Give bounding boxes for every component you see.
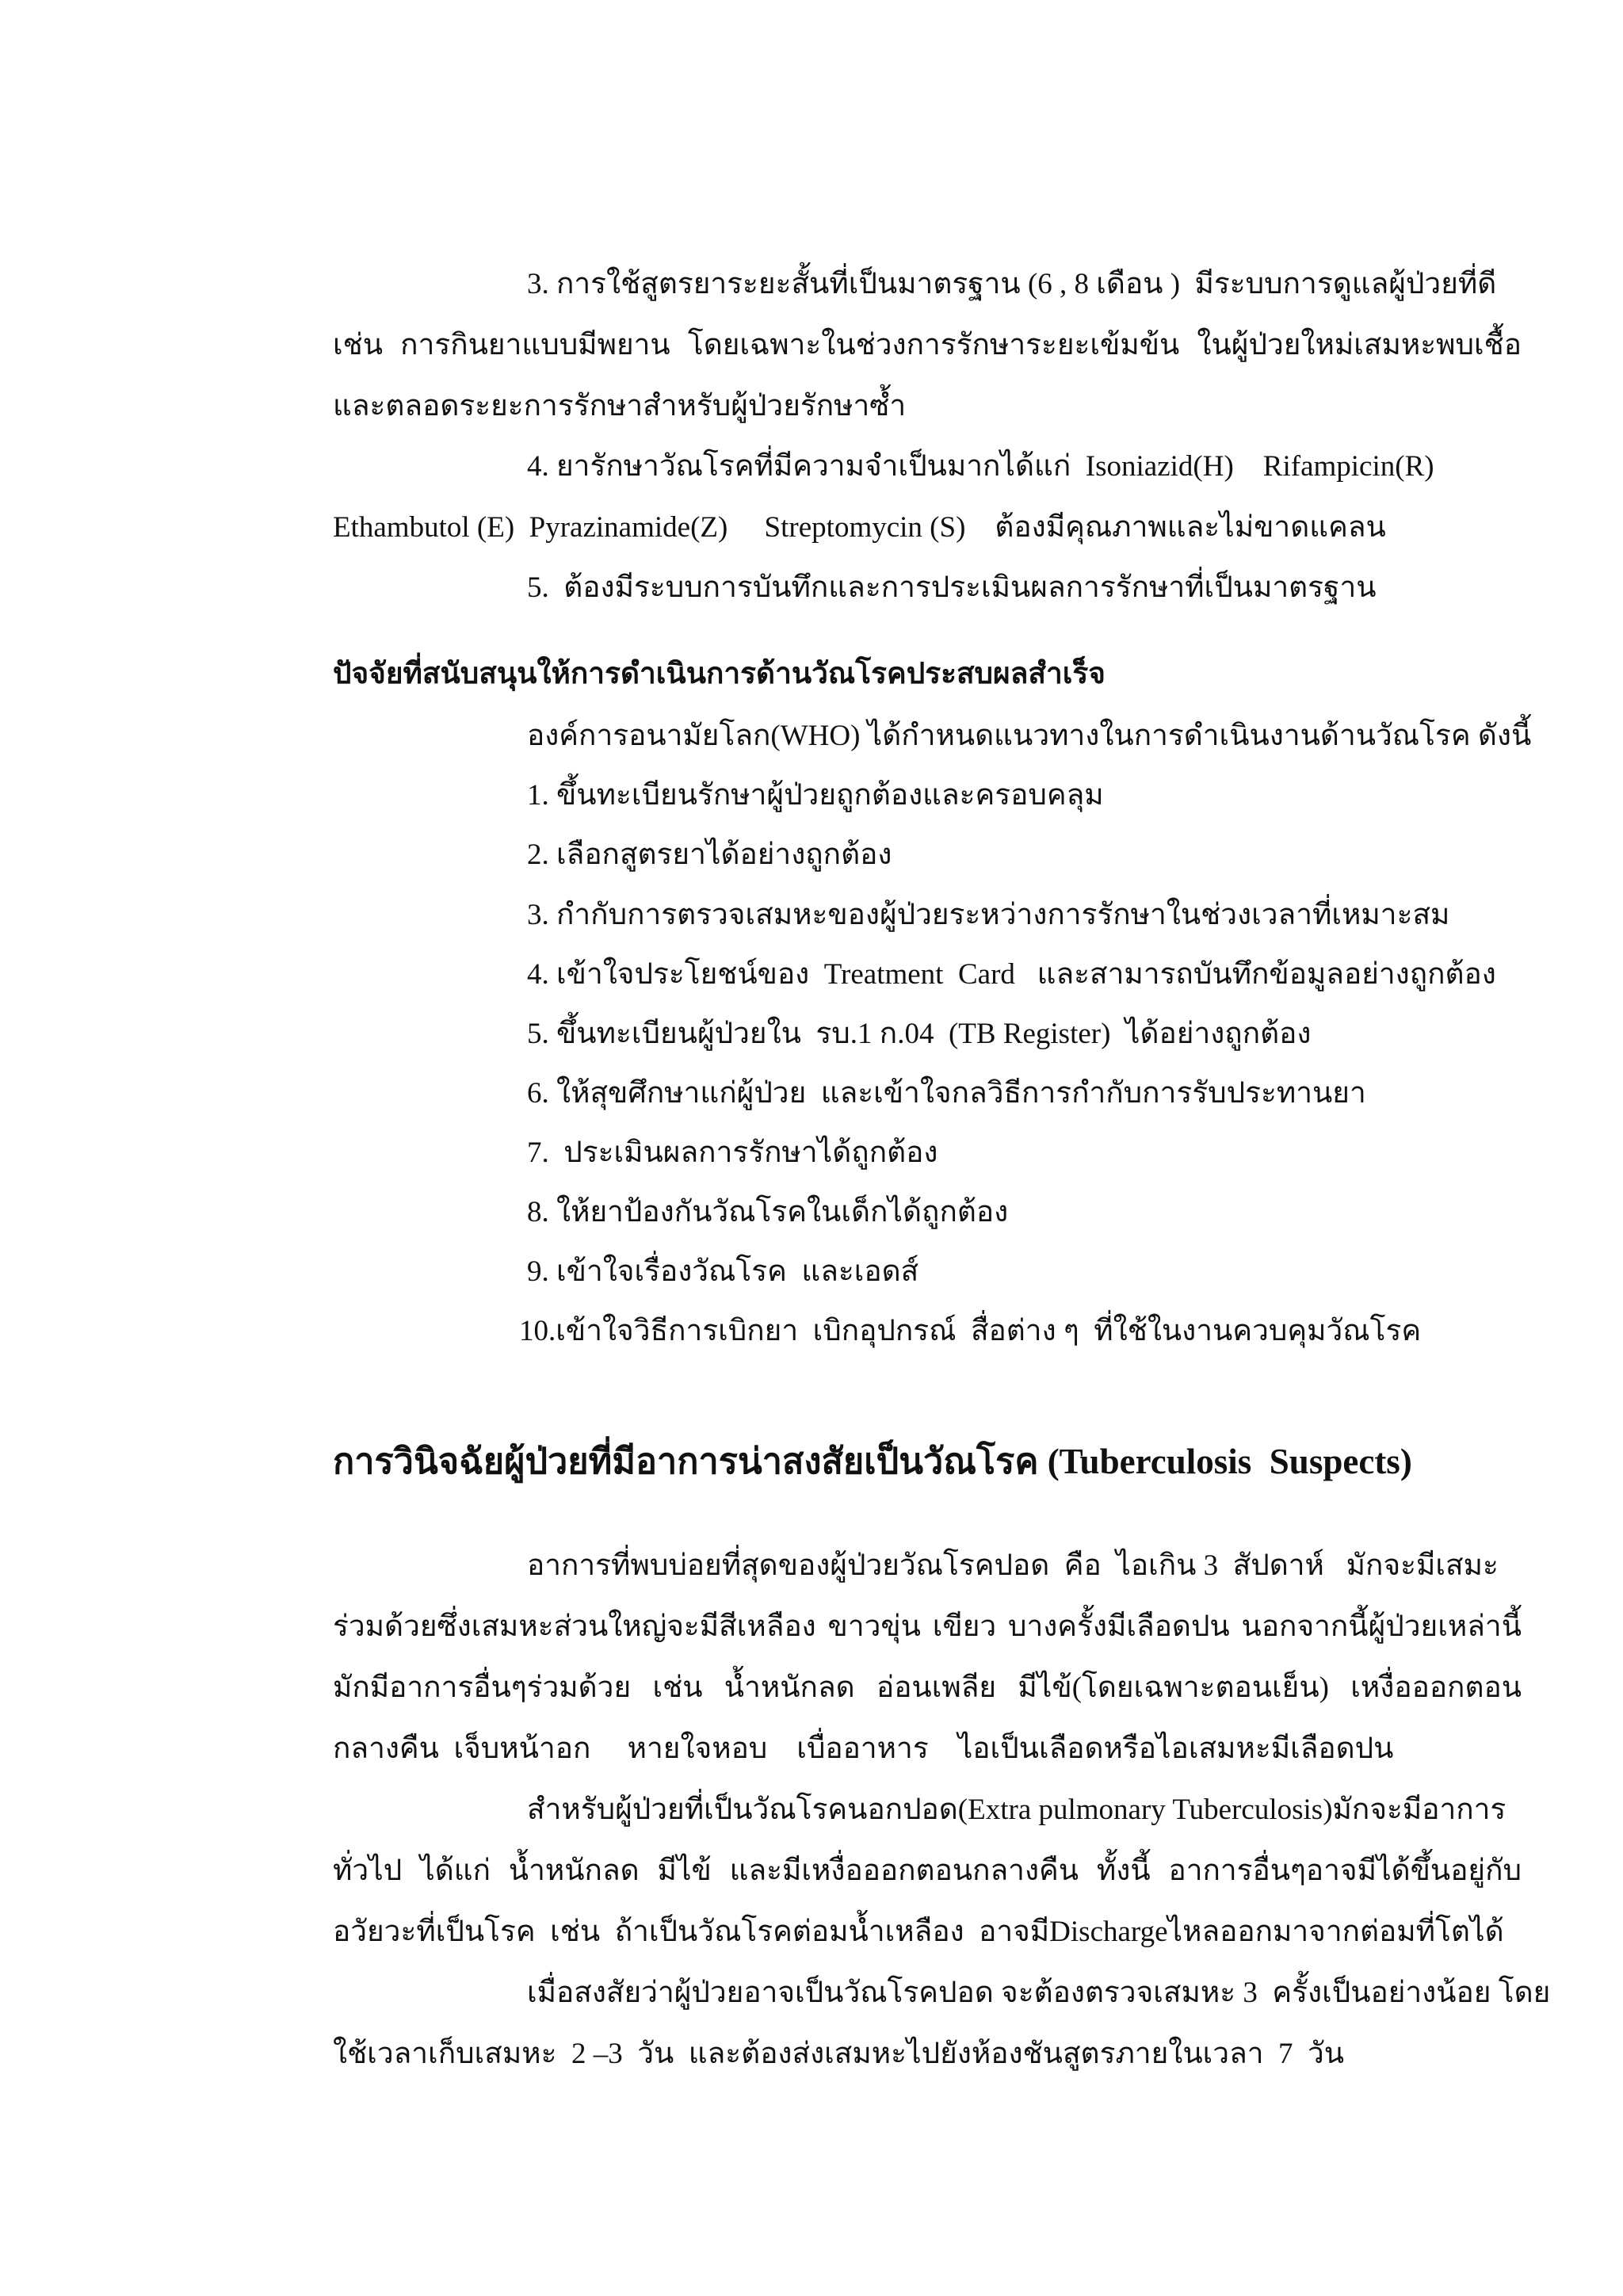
list-item: 5. ขึ้นทะเบียนผู้ป่วยใน รบ.1 ก.04 (TB Register) ได้อย่างถูกต้อง bbox=[527, 1018, 1312, 1050]
list-item: 6. ให้สุขศึกษาแก่ผู้ป่วย และเข้าใจกลวิธีการกำกับการรับประทานยา bbox=[527, 1077, 1366, 1110]
list-item: 2. เลือกสูตรยาได้อย่างถูกต้อง bbox=[527, 839, 892, 871]
paragraph-line: กลางคืน เจ็บหน้าอก หายใจหอบ เบื่ออาหาร ไอเป็นเลือดหรือไอเสมหะมีเลือดปน bbox=[333, 1733, 1394, 1765]
section-intro: องค์การอนามัยโลก(WHO) ได้กำหนดแนวทางในการดำเนินงานด้านวัณโรค ดังนี้ bbox=[527, 720, 1532, 752]
paragraph-line: ร่วมด้วยซึ่งเสมหะส่วนใหญ่จะมีสีเหลือง ขาวขุ่น เขียว บางครั้งมีเลือดปน นอกจากนี้ผู้ป่วยเหล่านี้ bbox=[333, 1610, 1522, 1643]
paragraph-line: และตลอดระยะการรักษาสำหรับผู้ป่วยรักษาซ้ำ bbox=[333, 390, 907, 422]
list-item: 8. ให้ยาป้องกันวัณโรคในเด็กได้ถูกต้อง bbox=[527, 1196, 1009, 1228]
list-item: 3. กำกับการตรวจเสมหะของผู้ป่วยระหว่างการรักษาในช่วงเวลาที่เหมาะสม bbox=[527, 899, 1450, 931]
paragraph-line: Ethambutol (E) Pyrazinamide(Z) Streptomycin (S) ต้องมีคุณภาพและไม่ขาดแคลน bbox=[333, 511, 1386, 544]
list-item: 4. เข้าใจประโยชน์ของ Treatment Card และสามารถบันทึกข้อมูลอย่างถูกต้อง bbox=[527, 958, 1496, 991]
paragraph-line: 4. ยารักษาวัณโรคที่มีความจำเป็นมากได้แก่ Isoniazid(H) Rifampicin(R) bbox=[527, 450, 1434, 483]
paragraph-line: 5. ต้องมีระบบการบันทึกและการประเมินผลการรักษาที่เป็นมาตรฐาน bbox=[527, 571, 1377, 604]
list-item: 10.เข้าใจวิธีการเบิกยา เบิกอุปกรณ์ สื่อต่าง ๆ ที่ใช้ในงานควบคุมวัณโรค bbox=[519, 1315, 1422, 1347]
paragraph-line: เช่น การกินยาแบบมีพยาน โดยเฉพาะในช่วงการรักษาระยะเข้มข้น ในผู้ป่วยใหม่เสมหะพบเชื้อ bbox=[333, 329, 1522, 361]
page-title: การวินิจฉัยผู้ป่วยที่มีอาการน่าสงสัยเป็นวัณโรค (Tuberculosis Suspects) bbox=[333, 1442, 1412, 1481]
paragraph-line: สำหรับผู้ป่วยที่เป็นวัณโรคนอกปอด(Extra pulmonary Tuberculosis)มักจะมีอาการ bbox=[527, 1794, 1507, 1826]
paragraph-line: ทั่วไป ได้แก่ น้ำหนักลด มีไข้ และมีเหงื่อออกตอนกลางคืน ทั้งนี้ อาการอื่นๆอาจมีได้ขึ้นอยู่กับ bbox=[333, 1855, 1522, 1887]
paragraph-line: อวัยวะที่เป็นโรค เช่น ถ้าเป็นวัณโรคต่อมน้ำเหลือง อาจมีDischargeไหลออกมาจากต่อมที่โตได้ bbox=[333, 1916, 1504, 1948]
paragraph-line: เมื่อสงสัยว่าผู้ป่วยอาจเป็นวัณโรคปอด จะต้องตรวจเสมหะ 3 ครั้งเป็นอย่างน้อย โดย bbox=[527, 1977, 1551, 2009]
list-item: 9. เข้าใจเรื่องวัณโรค และเอดส์ bbox=[527, 1255, 919, 1288]
paragraph-line: ใช้เวลาเก็บเสมหะ 2 –3 วัน และต้องส่งเสมหะไปยังห้องชันสูตรภายในเวลา 7 วัน bbox=[333, 2038, 1345, 2070]
paragraph-line: มักมีอาการอื่นๆร่วมด้วย เช่น น้ำหนักลด อ่อนเพลีย มีไข้(โดยเฉพาะตอนเย็น) เหงื่อออกตอน bbox=[333, 1671, 1522, 1704]
list-item: 1. ขึ้นทะเบียนรักษาผู้ป่วยถูกต้องและครอบคลุม bbox=[527, 779, 1104, 812]
list-item: 7. ประเมินผลการรักษาได้ถูกต้อง bbox=[527, 1137, 938, 1169]
section-heading: ปัจจัยที่สนับสนุนให้การดำเนินการด้านวัณโรคประสบผลสำเร็จ bbox=[333, 658, 1106, 690]
paragraph-line: อาการที่พบบ่อยที่สุดของผู้ป่วยวัณโรคปอด คือ ไอเกิน 3 สัปดาห์ มักจะมีเสมะ bbox=[527, 1549, 1499, 1582]
paragraph-line: 3. การใช้สูตรยาระยะสั้นที่เป็นมาตรฐาน (6 , 8 เดือน ) มีระบบการดูแลผู้ป่วยที่ดี bbox=[527, 268, 1497, 300]
